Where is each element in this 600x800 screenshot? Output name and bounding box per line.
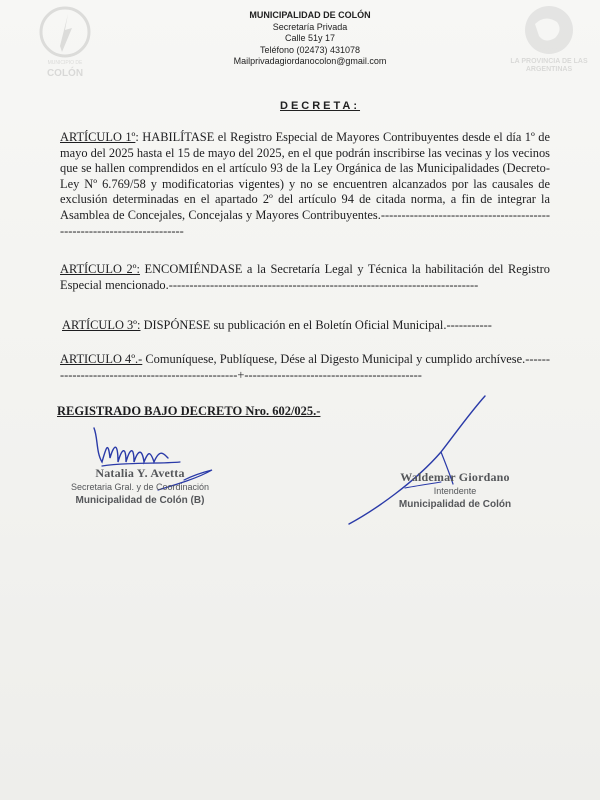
article-3-dashes: -----------: [446, 318, 492, 332]
province-logo: [505, 4, 595, 78]
letterhead: [150, 10, 470, 68]
article-4: [60, 352, 550, 383]
phone: Teléfono (02473) 431078: [259, 44, 361, 55]
signatory-left-name: Natalia Y. Avetta: [95, 466, 185, 480]
office-name: Secretaría Privada: [272, 21, 348, 32]
decreta-heading: DECRETA:: [280, 100, 361, 112]
article-3-keyword: DISPÓNESE: [140, 318, 211, 332]
address: Calle 51y 17: [284, 33, 336, 43]
article-2-label: ARTÍCULO 2º:: [60, 262, 140, 276]
signature-block-right: [355, 470, 555, 512]
article-2: [60, 262, 550, 293]
article-2-dashes: ---------------------------------------------------------------------------: [168, 277, 479, 292]
article-3-label: ARTÍCULO 3º:: [62, 318, 141, 332]
article-4-text: Comuníquese, Publíquese, Dése al Digesto Municipal y cumplido archívese.: [142, 352, 526, 366]
province-emblem-icon: [505, 4, 593, 56]
logo-right-text: LA PROVINCIA DE LAS ARGENTINAS: [510, 58, 588, 73]
signatory-left-org: Municipalidad de Colón (B): [75, 495, 205, 506]
registration-line: REGISTRADO BAJO DECRETO Nro. 602/025.-: [57, 404, 321, 418]
signatory-right-role: Intendente: [433, 486, 477, 496]
municipality-logo: [32, 6, 102, 80]
article-4-label: ARTICULO 4º.-: [60, 352, 143, 366]
municipality-name: MUNICIPALIDAD DE COLÓN: [249, 10, 371, 20]
signatory-right-org: Municipalidad de Colón: [398, 499, 512, 510]
article-1-text: el Registro Especial de Mayores Contribuyentes desde el día 1º de mayo del 2025 hasta el 15 de mayo del 2025, en el que podrán inscribirse las vecinas y los vecinos que se hallen comprendidos en el artículo 93 de la Ley Orgánica de las Municipalidades (Decreto-Ley Nº 6.769/58 y modificatorias vigentes) y no se encuentren alcanzados por las causales de exclusión determinadas en el apartado 2º del artículo 94 de citada norma, a fin de integrar la Asamblea de Concejales, Concejalas y Mayores Contribuyentes.: [60, 130, 550, 222]
article-3-text: su publicación en el Boletín Oficial Municipal.: [210, 318, 447, 332]
logo-left-small: MUNICIPIO DE: [47, 60, 83, 66]
article-1-dashes: -----------------------------------------------------------------------: [60, 207, 550, 238]
email: Mailprivadagiordanocolon@gmail.com: [233, 56, 387, 66]
logo-left-text: COLÓN: [46, 68, 84, 79]
flame-logo-icon: [32, 6, 98, 62]
article-1: [60, 130, 550, 239]
signature-block-left: [55, 466, 225, 508]
signatory-left-role: Secretaria Gral. y de Coordinación: [70, 482, 210, 492]
article-1-keyword: : HABILÍTASE: [135, 130, 215, 144]
article-2-text: a la Secretaría Legal y Técnica la habilitación del Registro Especial mencionado.: [60, 262, 550, 292]
article-3: [62, 318, 552, 334]
article-2-keyword: ENCOMIÉNDASE: [139, 262, 243, 276]
article-4-dashes: -------------------------------------------------+-------------------------------------------: [60, 352, 550, 382]
signatory-right-name: Waldemar Giordano: [400, 470, 510, 484]
article-1-label: ARTÍCULO 1º: [60, 130, 136, 144]
